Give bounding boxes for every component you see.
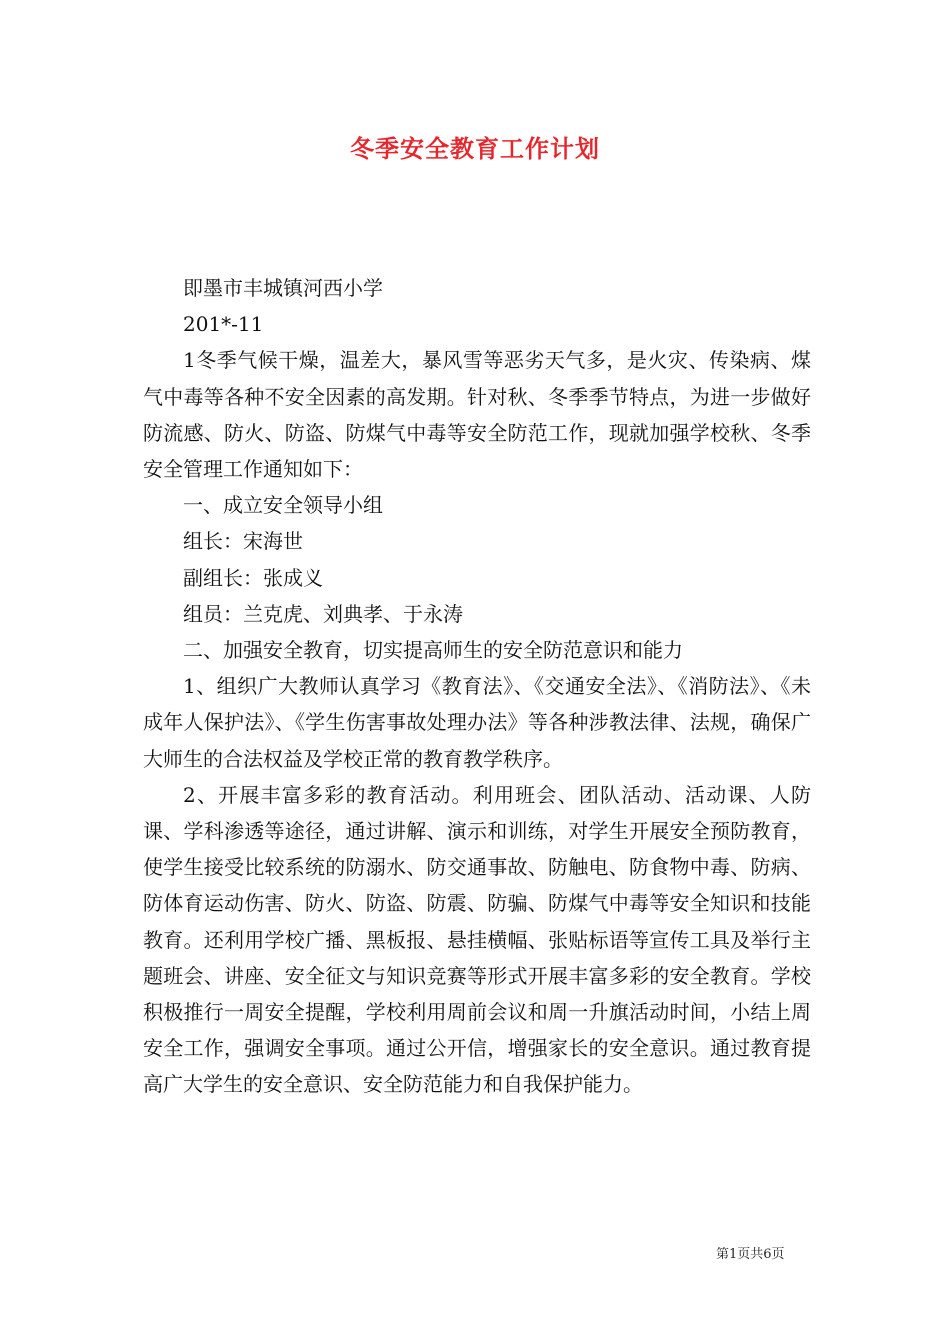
school-name: 即墨市丰城镇河西小学 [183,276,383,300]
document-body [143,270,811,1103]
paragraph-item-2: 2、开展丰富多彩的教育活动。利用班会、团队活动、活动课、人防课、学科渗透等途径，通过讲解、演示和训练，对学生开展安全预防教育，使学生接受比较系统的防溺水、防交通事故、防触电、防食物中毒、防病、防体育运动伤害、防火、防盗、防震、防骗、防煤气中毒等安全知识和技能教育。还利用学校广播、黑板报、悬挂横幅、张贴标语等宣传工具及举行主题班会、讲座、安全征文与知识竞赛等形式开展丰富多彩的安全教育。学校积极推行一周安全提醒，学校利用周前会议和周一升旗活动时间，小结上周安全工作，强调安全事项。通过公开信，增强家长的安全意识。通过教育提高广大学生的安全意识、安全防范能力和自我保护能力。 [143,782,811,1097]
section-heading-2: 二、加强安全教育，切实提高师生的安全防范意识和能力 [183,638,683,663]
section-heading-1: 一、成立安全领导小组 [183,493,383,518]
page-number-footer: 第1页共6页 [716,1247,785,1262]
group-members: 组员：兰克虎、刘典孝、于永涛 [183,601,463,626]
document-title: 冬季安全教育工作计划 [350,134,600,163]
deputy-leader: 副组长：张成义 [183,565,323,590]
paragraph-intro: 1冬季气候干燥，温差大，暴风雪等恶劣天气多，是火灾、传染病、煤气中毒等各种不安全因素的高发期。针对秋、冬季季节特点，为进一步做好防流感、防火、防盗、防煤气中毒等安全防范工作，现就加强学校秋、冬季安全管理工作通知如下： [143,348,811,482]
group-leader: 组长：宋海世 [183,529,303,554]
document-date: 201*-11 [183,312,264,337]
paragraph-item-1: 1、组织广大教师认真学习《教育法》、《交通安全法》、《消防法》、《未成年人保护法》、《学生伤害事故处理办法》等各种涉教法律、法规，确保广大师生的合法权益及学校正常的教育教学秩序。 [143,674,811,771]
